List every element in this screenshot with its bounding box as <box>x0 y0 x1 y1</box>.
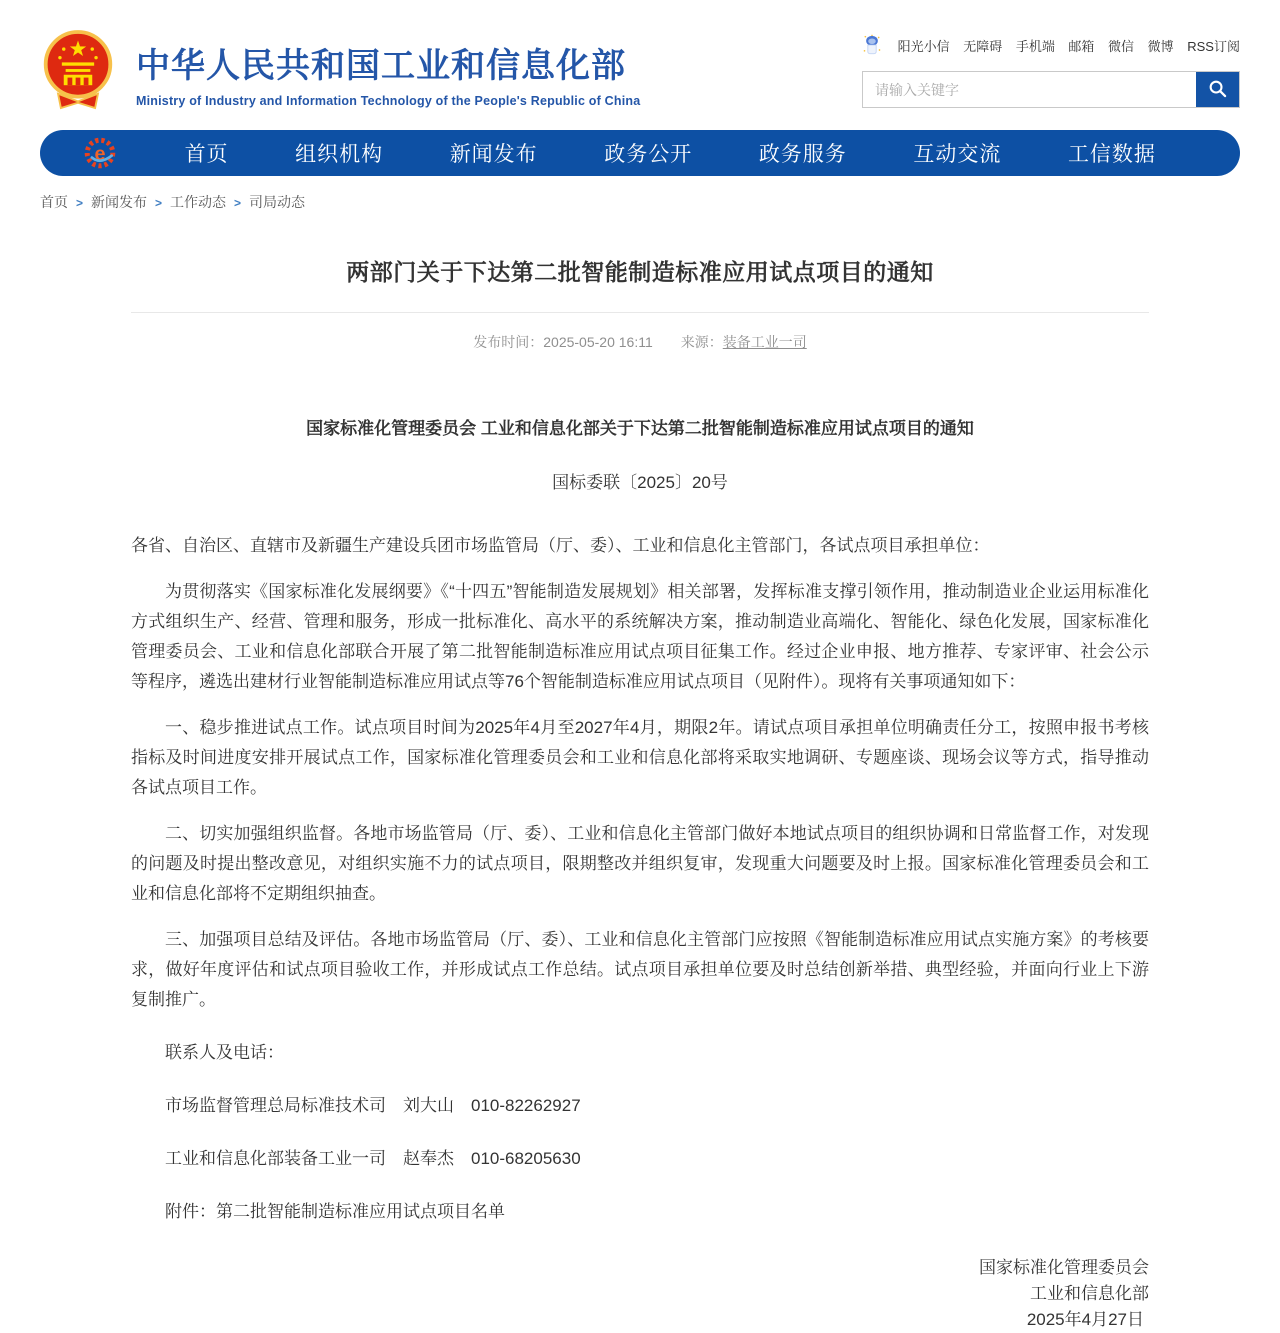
attachment-line: 附件：第二批智能制造标准应用试点项目名单 <box>165 1202 505 1221</box>
site-title: 中华人民共和国工业和信息化部 <box>136 46 626 85</box>
title-divider <box>131 312 1149 313</box>
top-link-accessibility[interactable]: 无障碍 <box>963 38 1003 54</box>
publish-time-label: 发布时间： <box>473 334 544 350</box>
signature-block <box>131 1255 1149 1333</box>
top-link-weibo[interactable]: 微博 <box>1147 38 1174 54</box>
nav-item-interaction[interactable]: 互动交流 <box>913 143 1002 166</box>
mascot-robot-icon <box>862 34 882 56</box>
national-emblem-icon <box>40 28 116 117</box>
nav-item-miit-data[interactable]: 工信数据 <box>1067 143 1156 166</box>
site-header <box>40 0 1240 117</box>
breadcrumb-home[interactable]: 首页 <box>40 194 68 210</box>
contact-line-miit: 工业和信息化部装备工业一司 赵奉杰 010-68205630 <box>165 1149 581 1168</box>
site-brand[interactable] <box>40 28 640 117</box>
breadcrumb-bureau-trends[interactable]: 司局动态 <box>249 194 306 210</box>
salutation-paragraph: 各省、自治区、直辖市及新疆生产建设兵团市场监管局（厅、委）、工业和信息化主管部门，各试点项目承担单位： <box>131 536 990 555</box>
nav-item-organization[interactable]: 组织机构 <box>295 143 384 166</box>
signature-date: 2025年4月27日 <box>1026 1310 1144 1329</box>
top-link-rss[interactable]: RSS订阅 <box>1187 38 1240 54</box>
publish-time-value: 2025-05-20 16:11 <box>543 334 653 350</box>
breadcrumb-separator: > <box>234 196 242 210</box>
top-link-wechat[interactable]: 微信 <box>1108 38 1135 54</box>
source-label: 来源： <box>680 334 723 350</box>
breadcrumb-separator: > <box>155 196 163 210</box>
document-number: 国标委联〔2025〕20号 <box>552 473 728 492</box>
article <box>131 254 1149 1333</box>
top-link-mobile[interactable]: 手机端 <box>1015 38 1055 54</box>
paragraph-item-2: 二、切实加强组织监督。各地市场监管局（厅、委）、工业和信息化主管部门做好本地试点项目的组织协调和日常监督工作，对发现的问题及时提出整改意见，对组织实施不力的试点项目，限期整改并组织复审，发现重大问题要及时上报。国家标准化管理委员会和工业和信息化部将不定期组织抽查。 <box>131 824 1149 903</box>
paragraph-item-1: 一、稳步推进试点工作。试点项目时间为2025年4月至2027年4月，期限2年。请试点项目承担单位明确责任分工，按照申报书考核指标及时间进度安排开展试点工作，国家标准化管理委员会和工业和信息化部将采取实地调研、专题座谈、现场会议等方式，指导推动各试点项目工作。 <box>131 718 1149 797</box>
nav-item-news[interactable]: 新闻发布 <box>449 143 538 166</box>
miit-gear-logo-icon[interactable] <box>82 135 118 171</box>
nav-item-gov-services[interactable]: 政务服务 <box>758 143 847 166</box>
nav-item-home[interactable]: 首页 <box>184 143 229 166</box>
nav-item-gov-disclosure[interactable]: 政务公开 <box>604 143 693 166</box>
search-button[interactable] <box>1196 72 1239 107</box>
contact-heading: 联系人及电话： <box>165 1043 284 1062</box>
site-subtitle: Ministry of Industry and Information Technology of the People's Republic of China <box>136 93 641 108</box>
search-bar <box>862 71 1240 108</box>
breadcrumb <box>40 192 1240 212</box>
breadcrumb-separator: > <box>76 196 84 210</box>
svg-text:e: e <box>94 143 106 166</box>
page-title: 两部门关于下达第二批智能制造标准应用试点项目的通知 <box>346 259 934 285</box>
signature-org-2: 工业和信息化部 <box>1030 1284 1149 1303</box>
header-right <box>862 28 1240 108</box>
document-body <box>131 414 1149 1333</box>
document-title: 国家标准化管理委员会 工业和信息化部关于下达第二批智能制造标准应用试点项目的通知 <box>306 419 974 438</box>
top-link-assistant[interactable]: 阳光小信 <box>897 38 950 54</box>
top-links-bar <box>862 34 1240 56</box>
search-input[interactable] <box>863 72 1196 107</box>
contact-line-samr: 市场监督管理总局标准技术司 刘大山 010-82262927 <box>165 1096 581 1115</box>
article-meta <box>131 332 1149 352</box>
paragraph-item-3: 三、加强项目总结及评估。各地市场监管局（厅、委）、工业和信息化主管部门应按照《智能制造标准应用试点实施方案》的考核要求，做好年度评估和试点项目验收工作，并形成试点工作总结。试点项目承担单位要及时总结创新举措、典型经验，并面向行业上下游复制推广。 <box>131 930 1149 1009</box>
breadcrumb-work-trends[interactable]: 工作动态 <box>170 194 227 210</box>
breadcrumb-news[interactable]: 新闻发布 <box>91 194 148 210</box>
source-link[interactable]: 装备工业一司 <box>722 334 807 350</box>
search-icon <box>1208 79 1227 101</box>
main-nav <box>40 130 1240 176</box>
paragraph-intro: 为贯彻落实《国家标准化发展纲要》《“十四五”智能制造发展规划》相关部署，发挥标准支撑引领作用，推动制造业企业运用标准化方式组织生产、经营、管理和服务，形成一批标准化、高水平的系统解决方案，推动制造业高端化、智能化、绿色化发展，国家标准化管理委员会、工业和信息化部联合开展了第二批智能制造标准应用试点项目征集工作。经过企业申报、地方推荐、专家评审、社会公示等程序，遴选出建材行业智能制造标准应用试点等76个智能制造标准应用试点项目（见附件）。现将有关事项通知如下： <box>131 582 1149 691</box>
signature-org-1: 国家标准化管理委员会 <box>979 1258 1149 1277</box>
top-link-mail[interactable]: 邮箱 <box>1068 38 1095 54</box>
